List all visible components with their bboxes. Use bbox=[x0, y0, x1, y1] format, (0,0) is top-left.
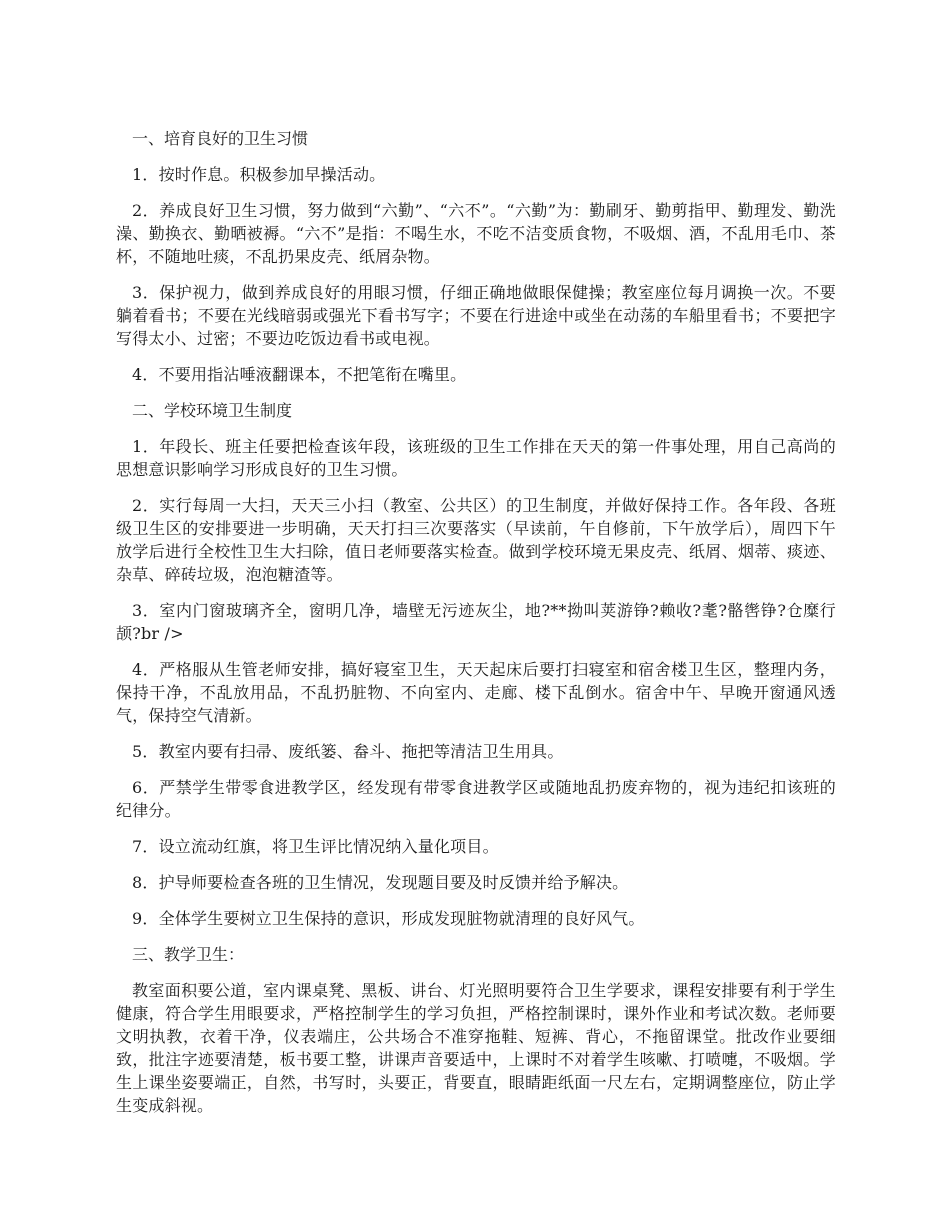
paragraph: 9．全体学生要树立卫生保持的意识，形成发现脏物就清理的良好风气。 bbox=[132, 909, 645, 928]
paragraph: 4．严格服从生管老师安排，搞好寝室卫生，天天起床后要打扫寝室和宿舍楼卫生区，整理内务，保持干净，不乱放用品，不乱扔脏物、不向室内、走廊、楼下乱倒水。宿舍中午、早晚开窗通风透气，保持空气清新。 bbox=[116, 660, 836, 725]
paragraph: 2．养成良好卫生习惯，努力做到“六勤”、“六不”。“六勤”为：勤刷牙、勤剪指甲、勤理发、勤洗澡、勤换衣、勤晒被褥。“六不”是指：不喝生水，不吃不洁变质食物，不吸烟、酒，不乱用毛巾、茶杯，不随地吐痰，不乱扔果皮壳、纸屑杂物。 bbox=[116, 201, 836, 266]
section-heading-3: 三、教学卫生： bbox=[132, 945, 245, 964]
section-heading-2: 二、学校环境卫生制度 bbox=[132, 401, 293, 420]
paragraph: 3．室内门窗玻璃齐全，窗明几净，墙壁无污迹灰尘，地?**拗叫荚游铮?赖收?耄?骼辔铮?仓糜行颉?br /> bbox=[116, 601, 836, 643]
paragraph: 1．年段长、班主任要把检查该年段，该班级的卫生工作排在天天的第一件事处理，用自己高尚的思想意识影响学习形成良好的卫生习惯。 bbox=[116, 437, 836, 479]
paragraph: 7．设立流动红旗，将卫生评比情况纳入量化项目。 bbox=[132, 837, 499, 856]
document-body bbox=[116, 127, 836, 1130]
paragraph: 8．护导师要检查各班的卫生情况，发现题目要及时反馈并给予解决。 bbox=[132, 873, 629, 892]
paragraph: 5．教室内要有扫帚、废纸篓、畚斗、拖把等清洁卫生用具。 bbox=[132, 742, 564, 761]
paragraph: 1．按时作息。积极参加早操活动。 bbox=[132, 165, 386, 184]
paragraph: 2．实行每周一大扫，天天三小扫（教室、公共区）的卫生制度，并做好保持工作。各年段、各班级卫生区的安排要进一步明确，天天打扫三次要落实（早读前，午自修前，下午放学后），周四下午放学后进行全校性卫生大扫除，值日老师要落实检查。做到学校环境无果皮壳、纸屑、烟蒂、痰迹、杂草、碎砖垃圾，泡泡糖渣等。 bbox=[116, 496, 836, 584]
paragraph: 3．保护视力，做到养成良好的用眼习惯，仔细正确地做眼保健操；教室座位每月调换一次。不要躺着看书；不要在光线暗弱或强光下看书写字；不要在行进途中或坐在动荡的车船里看书；不要把字写得太小、过密；不要边吃饭边看书或电视。 bbox=[116, 283, 836, 348]
paragraph: 教室面积要公道，室内课桌凳、黑板、讲台、灯光照明要符合卫生学要求，课程安排要有利于学生健康，符合学生用眼要求，严格控制学生的学习负担，严格控制课时，课外作业和考试次数。老师要文明执教，衣着干净，仪表端庄，公共场合不准穿拖鞋、短裤、背心，不拖留课堂。批改作业要细致，批注字迹要清楚，板书要工整，讲课声音要适中，上课时不对着学生咳嗽、打喷嚏，不吸烟。学生上课坐姿要端正，自然，书写时，头要正，背要直，眼睛距纸面一尺左右，定期调整座位，防止学生变成斜视。 bbox=[116, 981, 836, 1115]
paragraph: 6．严禁学生带零食进教学区，经发现有带零食进教学区或随地乱扔废弃物的，视为违纪扣该班的纪律分。 bbox=[116, 778, 836, 820]
section-heading-1: 一、培育良好的卫生习惯 bbox=[132, 129, 309, 148]
paragraph: 4．不要用指沾唾液翻课本，不把笔衔在嘴里。 bbox=[132, 365, 467, 384]
